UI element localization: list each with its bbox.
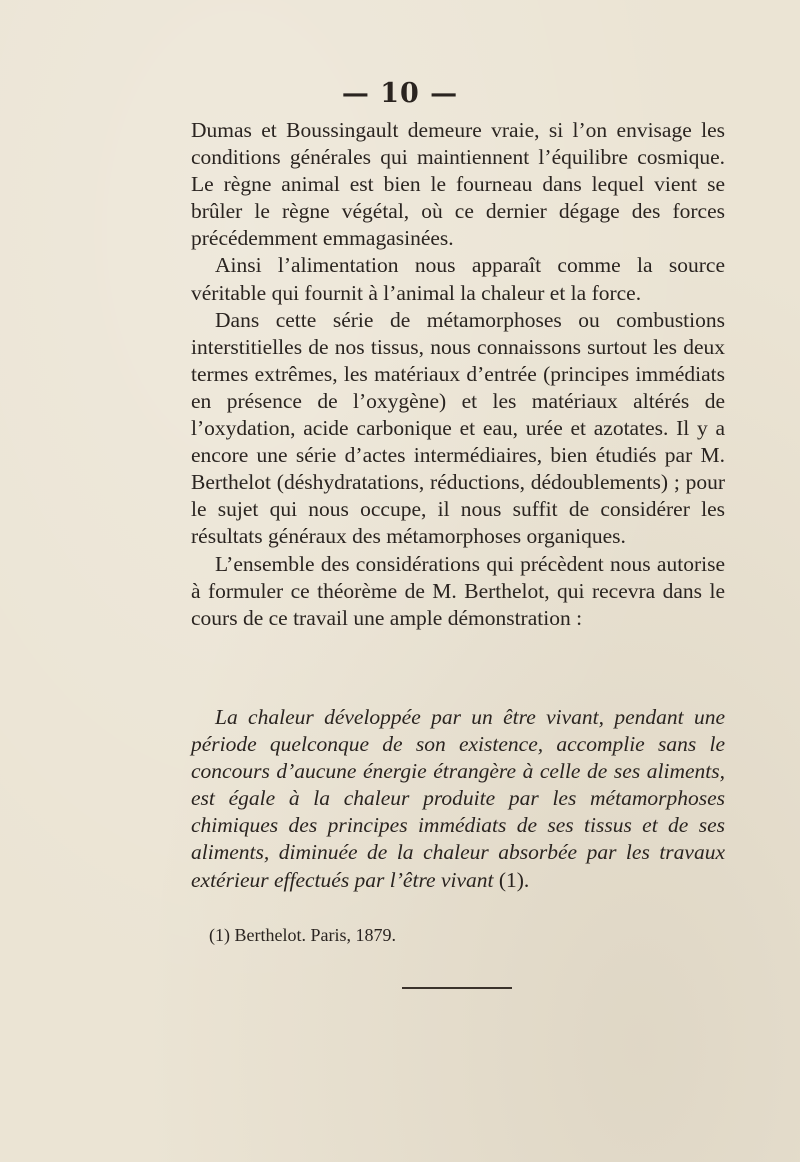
footnote: (1) Berthelot. Paris, 1879. <box>209 925 396 945</box>
theorem-text: La chaleur développée par un être vivant, pendant une période quelconque de son existence, accomplie sans le concours d’aucune énergie étrangère à celle de ses aliments, est égale à la chaleur produite par les métamorphoses chimiques des principes immédiats de ses tissus et de ses aliments, diminuée de la chaleur absorbée par les travaux extérieur effectués par l’être vivant <box>191 705 725 892</box>
theorem-statement <box>191 704 725 894</box>
page-number: — 10 — <box>341 78 459 109</box>
main-text <box>191 117 725 632</box>
footnote-reference: (1). <box>498 867 530 892</box>
separator-rule <box>402 987 512 989</box>
paragraph-1: Dumas et Boussingault demeure vraie, si l’on envisage les conditions générales qui maintiennent l’équilibre cosmique. Le règne animal est bien le fourneau dans lequel vient se brûler le règne végétal, où ce dernier dégage des forces précédemment emmagasinées. <box>191 118 725 251</box>
paragraph-3: Dans cette série de métamorphoses ou combustions interstitielles de nos tissus, nous connaissons surtout les deux termes extrêmes, les matériaux d’entrée (principes immédiats en présence de l’oxygène) et les matériaux altérés de l’oxydation, acide carbonique et eau, urée et azotates. Il y a encore une série d’actes intermédiaires, bien étudiés par M. Berthelot (déshydratations, réductions, dédoublements) ; pour le sujet qui nous occupe, il nous suffit de considérer les résultats généraux des métamorphoses organiques. <box>191 307 725 549</box>
paragraph-4: L’ensemble des considérations qui précèdent nous autorise à formuler ce théorème de M. Berthelot, qui recevra dans le cours de ce travail une ample démonstration : <box>191 551 725 630</box>
paragraph-2: Ainsi l’alimentation nous apparaît comme la source véritable qui fournit à l’animal la chaleur et la force. <box>191 253 725 305</box>
